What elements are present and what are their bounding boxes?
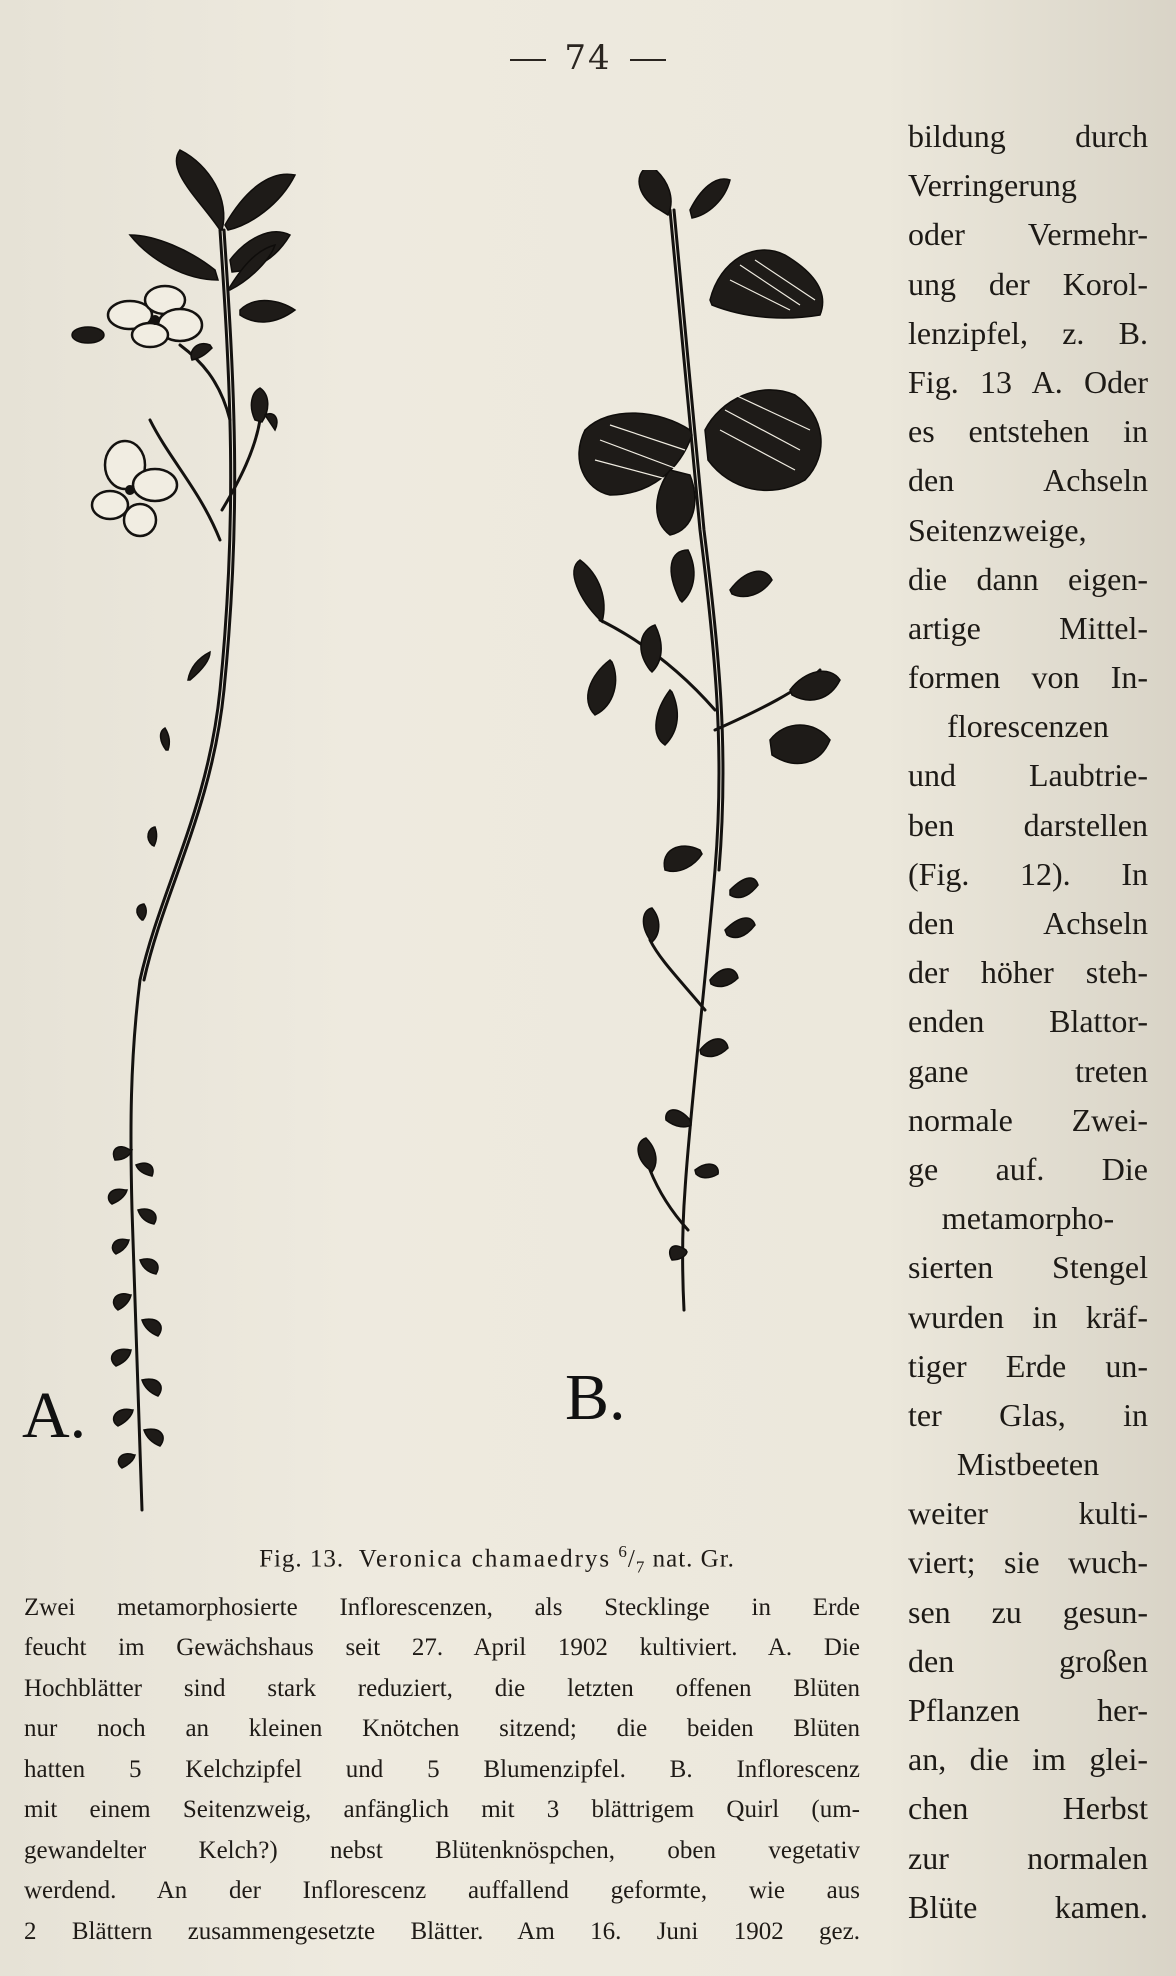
side-text-line: Blüte kamen. — [908, 1888, 1148, 1925]
side-text-line: an, die im glei- — [908, 1741, 1148, 1778]
caption-scale-label: nat. Gr. — [652, 1545, 735, 1573]
caption-line: werdend. An der Inflorescenz auffallend geformte, wie aus — [24, 1877, 860, 1905]
caption-line: nur noch an kleinen Knötchen sitzend; die beiden Blüten — [24, 1715, 860, 1743]
page-number-dash-right — [630, 59, 666, 61]
caption-scale-numerator: 6 — [618, 1542, 628, 1561]
figure-13 — [0, 110, 900, 1510]
side-text-line: ben darstellen — [908, 806, 1148, 843]
side-text-line: formen von In- — [908, 659, 1148, 696]
side-text-line: normale Zwei- — [908, 1101, 1148, 1138]
figure-caption — [24, 1532, 860, 1952]
side-text-line: den Achseln — [908, 905, 1148, 941]
caption-fig-number: Fig. 13. — [259, 1545, 345, 1573]
side-text-line: Mistbeeten — [956, 1446, 1100, 1483]
side-text-line: ge auf. Die — [908, 1150, 1148, 1187]
caption-line: 2 Blättern zusammengesetzte Blätter. Am 16. Juni 1902 gez. — [24, 1917, 860, 1945]
side-text-line: den großen — [908, 1642, 1148, 1679]
caption-line: hatten 5 Kelchzipfel und 5 Blumenzipfel. B. Inflorescenz — [24, 1755, 860, 1783]
plant-a-illustration — [70, 130, 380, 1530]
flower-a1 — [72, 286, 202, 347]
side-text-line: den Achseln — [908, 462, 1148, 499]
side-text-line: Seitenzweige, — [908, 511, 1087, 548]
side-text-line: florescenzen — [947, 708, 1109, 745]
side-text-line: viert; sie wuch- — [908, 1544, 1148, 1581]
caption-line: Hochblätter sind stark reduziert, die letzten offenen Blüten — [24, 1674, 860, 1702]
side-text-line: metamorpho- — [941, 1200, 1115, 1237]
figure-label-a: A. — [22, 1379, 87, 1452]
side-text-line: oder Vermehr- — [908, 216, 1148, 253]
page-number-dash-left — [510, 59, 546, 61]
side-text-line: bildung durch — [908, 118, 1148, 154]
caption-scale-denominator: 7 — [635, 1557, 646, 1577]
caption-line: gewandelter Kelch?) nebst Blütenknöspchen, oben vegetativ — [24, 1836, 860, 1864]
side-text-line: Fig. 13 A. Oder — [908, 363, 1148, 400]
side-text-line: ter Glas, in — [908, 1396, 1148, 1433]
caption-species: Veronica chamaedrys — [358, 1545, 612, 1573]
side-text-line: wurden in kräf- — [908, 1298, 1148, 1335]
plant-b-illustration — [540, 170, 880, 1490]
side-text-line: und Laubtrie- — [908, 757, 1148, 794]
side-text-line: zur normalen — [908, 1839, 1148, 1876]
side-text-line: lenzipfel, z. B. — [908, 314, 1148, 351]
caption-heading: Fig. 13. Veronica chamaedrys $^6/_7$ nat. Gr. — [259, 1542, 735, 1577]
side-text-line: sierten Stengel — [908, 1249, 1148, 1286]
page-number-text: 74 — [564, 38, 612, 78]
side-text-line: chen Herbst — [908, 1790, 1148, 1827]
side-text-line: Pflanzen her- — [908, 1692, 1148, 1728]
side-column-text — [908, 112, 1148, 1932]
figure-label-b: B. — [565, 1361, 626, 1434]
side-text-line: enden Blattor- — [908, 1003, 1148, 1040]
side-text-line: gane treten — [908, 1052, 1148, 1089]
side-text-line: die dann eigen- — [908, 560, 1148, 597]
page-number — [0, 38, 1176, 78]
side-text-line: Verringerung — [908, 167, 1077, 204]
caption-line: feucht im Gewächshaus seit 27. April 1902 kultiviert. A. Die — [24, 1634, 860, 1662]
side-text-line: weiter kulti- — [908, 1495, 1148, 1532]
side-text-line: artige Mittel- — [908, 609, 1148, 646]
side-text-line: tiger Erde un- — [908, 1347, 1148, 1384]
side-text-line: (Fig. 12). In — [908, 855, 1148, 892]
caption-line: mit einem Seitenzweig, anfänglich mit 3 blättrigem Quirl (um- — [24, 1796, 860, 1824]
side-text-line: ung der Korol- — [908, 265, 1148, 302]
side-text-line: es entstehen in — [908, 413, 1148, 450]
side-text-line: sen zu gesun- — [908, 1593, 1148, 1630]
flower-a2 — [92, 441, 177, 536]
side-text-line: der höher steh- — [908, 954, 1148, 991]
caption-line: Zwei metamorphosierte Inflorescenzen, als Stecklinge in Erde — [24, 1593, 860, 1621]
